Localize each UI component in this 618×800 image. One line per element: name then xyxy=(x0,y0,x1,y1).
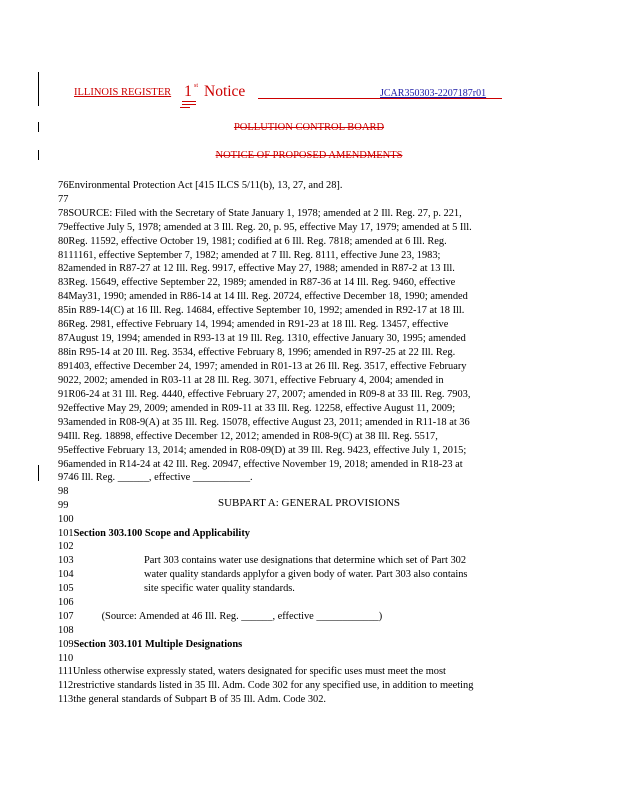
section-heading xyxy=(58,527,582,541)
line-number: 89 xyxy=(58,361,69,372)
reg-blank: ______ xyxy=(117,472,149,483)
line-text: Reg. 15649, effective September 22, 1989; amended in R87-36 at 14 Ill. Reg. 9460, effective xyxy=(68,277,456,288)
line-number: 108 xyxy=(58,625,74,636)
line-number: 94 xyxy=(58,431,69,442)
date-blank: ___________ xyxy=(192,472,251,483)
line-text: Environmental Protection Act [415 ILCS 5/11(b), 13, 27, and 28]. xyxy=(68,180,343,191)
text-line xyxy=(58,444,582,458)
change-bar xyxy=(38,72,39,106)
line-number: 92 xyxy=(58,403,69,414)
line-text: May31, 1990; amended in R86-14 at 14 Ill. Reg. 20724, effective December 18, 1990; amended xyxy=(68,291,468,302)
close-paren: ) xyxy=(378,611,383,622)
line-number: 97 xyxy=(58,472,69,483)
line-number: 111 xyxy=(58,666,73,677)
notice-label: Notice xyxy=(204,83,246,100)
text-line xyxy=(58,665,582,679)
date-blank: ____________ xyxy=(316,611,379,622)
line-text: , effective xyxy=(148,472,193,483)
line-text: SOURCE: Filed with the Secretary of State January 1, 1978; amended at 2 Ill. Reg. 27, p. 221, xyxy=(68,208,462,219)
text-line xyxy=(58,624,582,638)
text-line xyxy=(58,290,582,304)
line-text: restrictive standards listed in 35 Ill. Adm. Code 302 for any specified use, in addition to meeting xyxy=(73,680,474,691)
line-text: in R89-14(C) at 16 Ill. Reg. 14684, effective September 10, 1992; amended in R92-17 at 18 Ill. xyxy=(68,305,465,316)
change-bar xyxy=(38,465,39,481)
line-number: 83 xyxy=(58,277,69,288)
line-number: 110 xyxy=(58,653,74,664)
section-heading xyxy=(58,638,582,652)
line-number: 77 xyxy=(58,194,69,205)
line-text: the general standards of Subpart B of 35 Ill. Adm. Code 302. xyxy=(73,694,326,705)
line-text: Reg. 11592, effective October 19, 1981; codified at 6 Ill. Reg. 7818; amended at 6 Ill. Reg. xyxy=(68,236,447,247)
text-line xyxy=(58,304,582,318)
jcar-code: JCAR350303-2207187r01 xyxy=(380,88,487,99)
text-line xyxy=(58,388,582,402)
line-text: effective May 29, 2009; amended in R09-11 at 33 Ill. Reg. 12258, effective August 11, 2009; xyxy=(68,403,456,414)
text-line xyxy=(58,458,582,472)
text-line xyxy=(58,679,582,693)
body-103: Part 303 contains water use designations that determine which set of Part 302 xyxy=(144,555,467,566)
line-number: 106 xyxy=(58,597,74,608)
text-line xyxy=(58,235,582,249)
line-number: 91 xyxy=(58,389,69,400)
line-number: 79 xyxy=(58,222,69,233)
line-text: R06-24 at 31 Ill. Reg. 4440, effective February 27, 2007; amended in R09-8 at 33 Ill. Reg. 7903, xyxy=(68,389,471,400)
text-line xyxy=(58,332,582,346)
text-line xyxy=(58,402,582,416)
period: . xyxy=(250,472,253,483)
line-text: 22, 2002; amended in R03-11 at 28 Ill. Reg. 3071, effective February 4, 2004; amended in xyxy=(68,375,444,386)
text-line xyxy=(58,540,582,554)
text-line xyxy=(58,513,582,527)
page-header xyxy=(74,83,518,105)
line-number: 85 xyxy=(58,305,69,316)
line-number: 93 xyxy=(58,417,69,428)
section-title: Section 303.101 Multiple Designations xyxy=(73,639,243,650)
line-number: 105 xyxy=(58,583,74,594)
line-text: in R95-14 at 20 Ill. Reg. 3534, effective February 8, 1996; amended in R97-25 at 22 Ill. Reg. xyxy=(68,347,456,358)
text-line xyxy=(58,179,582,193)
line-number: 98 xyxy=(58,486,69,497)
subpart-heading: SUBPART A: GENERAL PROVISIONS xyxy=(218,497,400,509)
line-number: 86 xyxy=(58,319,69,330)
line-number: 99 xyxy=(58,500,69,511)
text-line xyxy=(58,318,582,332)
line-text: Reg. 2981, effective February 14, 1994; amended in R91-23 at 18 Ill. Reg. 13457, effective xyxy=(68,319,449,330)
text-line xyxy=(58,360,582,374)
text-line xyxy=(58,221,582,235)
notice-title: NOTICE OF PROPOSED AMENDMENTS xyxy=(215,150,403,161)
text-line xyxy=(58,471,582,485)
line-text: 11161, effective September 7, 1982; amended at 7 Ill. Reg. 8111, effective June 23, 1983; xyxy=(68,250,441,261)
line-text: Ill. Reg. 18898, effective December 12, 2012; amended in R08-9(C) at 38 Ill. Reg. 5517, xyxy=(68,431,438,442)
line-text: effective July 5, 1978; amended at 3 Ill. Reg. 20, p. 95, effective May 17, 1979; amended at 5 Ill. xyxy=(68,222,472,233)
line-number: 81 xyxy=(58,250,69,261)
board-title: POLLUTION CONTROL BOARD xyxy=(233,122,385,133)
issue-number: 1 xyxy=(184,83,192,100)
text-line xyxy=(58,262,582,276)
body-105: site specific water quality standards. xyxy=(144,583,295,594)
text-line xyxy=(58,652,582,666)
line-number: 100 xyxy=(58,514,74,525)
line-number: 78 xyxy=(58,208,69,219)
text-line xyxy=(58,596,582,610)
text-line xyxy=(58,582,582,596)
line-number: 82 xyxy=(58,263,69,274)
text-line xyxy=(58,207,582,221)
line-number: 88 xyxy=(58,347,69,358)
line-number: 101 xyxy=(58,528,74,539)
line-text: amended in R08-9(A) at 35 Ill. Reg. 15078, effective August 23, 2011; amended in R11-18 at 36 xyxy=(68,417,470,428)
line-text: effective February 13, 2014; amended in R08-09(D) at 39 Ill. Reg. 9423, effective July 1, 2015; xyxy=(68,445,467,456)
line-number: 113 xyxy=(58,694,74,705)
text-line xyxy=(58,346,582,360)
section-title: Section 303.100 Scope and Applicability xyxy=(73,528,250,539)
line-number: 80 xyxy=(58,236,69,247)
line-text: (Source: Amended at 46 Ill. Reg. xyxy=(101,611,242,622)
text-line xyxy=(58,374,582,388)
text-line xyxy=(58,193,582,207)
source-line xyxy=(58,610,582,624)
line-number: 90 xyxy=(58,375,69,386)
line-text: August 19, 1994; amended in R93-13 at 19 Ill. Reg. 1310, effective January 30, 1995; amended xyxy=(68,333,466,344)
text-line xyxy=(58,416,582,430)
line-number: 109 xyxy=(58,639,74,650)
line-number: 107 xyxy=(58,611,74,622)
line-number: 76 xyxy=(58,180,69,191)
text-line xyxy=(58,693,582,707)
line-number: 102 xyxy=(58,541,74,552)
line-number: 96 xyxy=(58,459,69,470)
text-line xyxy=(58,430,582,444)
line-text: amended in R87-27 at 12 Ill. Reg. 9917, effective May 27, 1988; amended in R87-2 at 13 Ill. xyxy=(68,263,455,274)
line-text: 46 Ill. Reg. xyxy=(68,472,118,483)
line-text: 1403, effective December 24, 1997; amended in R01-13 at 26 Ill. Reg. 3517, effective February xyxy=(68,361,467,372)
double-underline xyxy=(182,101,196,105)
line-number: 95 xyxy=(58,445,69,456)
underline-mark xyxy=(180,107,190,108)
line-text: amended in R14-24 at 42 Ill. Reg. 20947, effective November 19, 2018; amended in R18-23 at xyxy=(68,459,463,470)
text-line xyxy=(58,276,582,290)
issue-suffix: st xyxy=(194,83,199,89)
line-number: 103 xyxy=(58,555,74,566)
line-number: 84 xyxy=(58,291,69,302)
reg-blank: ______ xyxy=(241,611,273,622)
line-number: 87 xyxy=(58,333,69,344)
body-104: water quality standards applyfor a given body of water. Part 303 also contains xyxy=(144,569,468,580)
line-text: Unless otherwise expressly stated, waters designated for specific uses must meet the most xyxy=(72,666,446,677)
register-title: ILLINOIS REGISTER xyxy=(74,87,172,98)
line-number: 104 xyxy=(58,569,74,580)
line-number: 112 xyxy=(58,680,74,691)
text-line xyxy=(58,249,582,263)
line-text: , effective xyxy=(272,611,317,622)
